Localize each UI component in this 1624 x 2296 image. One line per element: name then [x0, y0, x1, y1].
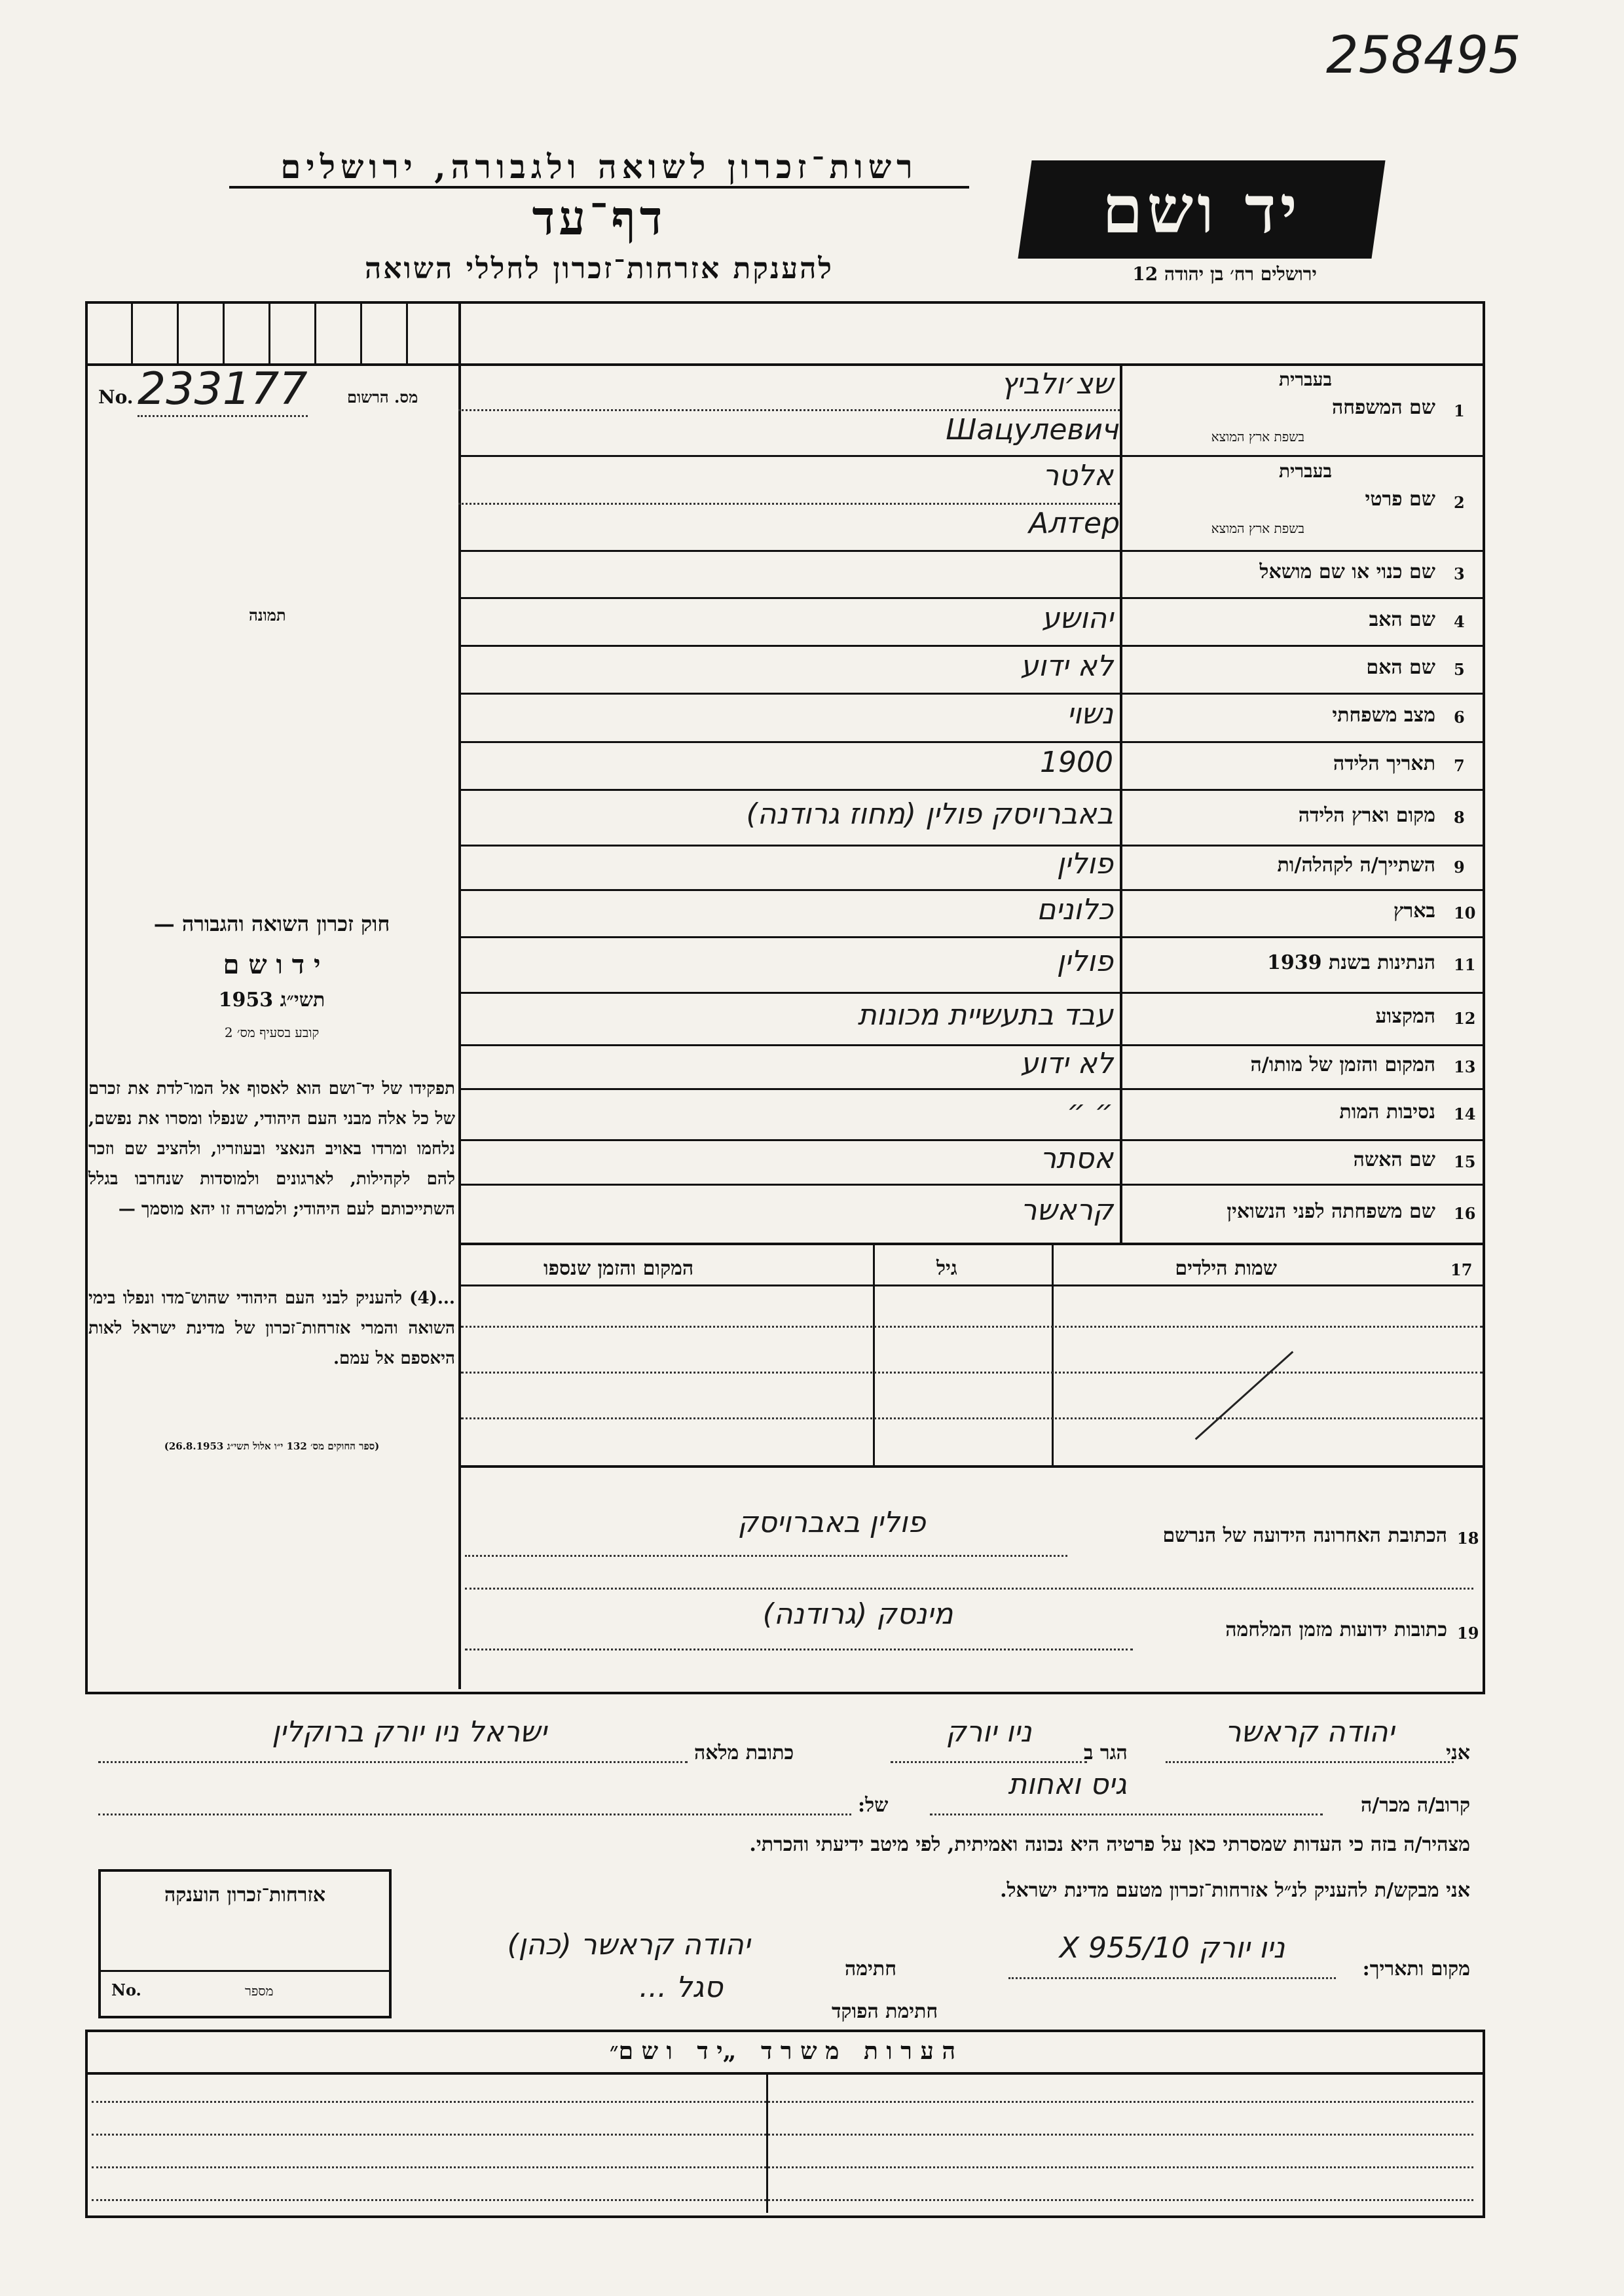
field-number-1: 1: [1454, 401, 1465, 420]
declaration-of: של:: [858, 1794, 889, 1817]
field-number-17: 17: [1450, 1260, 1473, 1279]
remarks-title: ה ע ר ו ת מ ש ר ד „י ד ו ש ם״: [609, 2037, 956, 2065]
field-row-6: [458, 693, 1483, 741]
certificate-title: אזרחות־זכרון הוענקה: [164, 1884, 326, 1906]
field-value-7: 1900: [1040, 745, 1113, 779]
field-label-1: שם המשפחה: [1331, 396, 1435, 419]
field-row-4: [458, 597, 1483, 645]
field-number-2: 2: [1454, 493, 1465, 512]
field-label-13: המקום והזמן של מותו/ה: [1250, 1053, 1435, 1076]
field-number-13: 13: [1454, 1057, 1476, 1076]
signature-label: חתימה: [845, 1958, 896, 1980]
law-name: י ד ו ש ם: [223, 949, 321, 980]
official-signature-label: חתימת הפוקד: [832, 2000, 938, 2023]
children-names-header: שמות הילדים: [1175, 1257, 1277, 1280]
field-label-11: הנתינות בשנת 1939: [1266, 951, 1435, 974]
field-value-8: באברויסק פולין (מחוז גרודנה): [746, 797, 1113, 831]
field-value-14: ״ ״: [1067, 1094, 1113, 1127]
org-name: רשות־זכרון לשואה ולגבורה, ירושלים: [229, 147, 969, 189]
field-label-7: תאריך הלידה: [1333, 752, 1435, 775]
field-row-14: [458, 1088, 1483, 1139]
field-value-13: לא ידוע: [1020, 1046, 1113, 1080]
declarant-relation: גיס ואחות: [1008, 1768, 1127, 1801]
field-value-origin-1: Шацулевич: [946, 413, 1120, 446]
form-subtitle: להענקת אזרחות־זכרון לחללי השואה: [364, 252, 834, 285]
field-label-3: שם כנוי או שם מושאל: [1259, 560, 1435, 583]
declaration-i-am: אני: [1446, 1741, 1470, 1764]
logo-text: יד ושם: [1102, 171, 1301, 248]
field-number-11: 11: [1454, 955, 1476, 974]
field-number-15: 15: [1454, 1152, 1476, 1171]
field-sublabel-top-1: בעברית: [1278, 369, 1332, 390]
children-age-header: גיל: [936, 1257, 957, 1280]
law-title: חוק זכרון השואה והגבורה —: [153, 911, 390, 936]
children-place-header: המקום והזמן שנספו: [544, 1257, 694, 1280]
law-clause: קובע בסעיף מס׳ 2: [224, 1025, 320, 1040]
field-row-3: [458, 550, 1483, 597]
field-row-16: [458, 1184, 1483, 1243]
field-value-9: פולין: [1056, 847, 1113, 881]
signature-value: יהודה קראשר (כהן): [507, 1928, 750, 1961]
declaration-statement: מצהיר/ה בזה כי העדות שמסרתי כאן על פרטיה היא נכונה ואמיתית, לפי מיטב ידיעתי והכרתי.: [749, 1833, 1470, 1856]
field-number-4: 4: [1454, 611, 1465, 631]
certificate-box: [98, 1869, 392, 2018]
registration-label-he: מס. הרשום: [347, 388, 418, 407]
field-label-2: שם פרטי: [1365, 488, 1435, 511]
corner-number: 258495: [1326, 26, 1521, 85]
place-date-label: מקום ותאריך:: [1362, 1958, 1470, 1980]
field-sublabel-top-2: בעברית: [1278, 460, 1332, 482]
field-row-12: [458, 992, 1483, 1044]
field-sublabel-bottom-1: בשפת ארץ המוצא: [1211, 429, 1304, 445]
field-label-16: שם משפחתה לפני הנשואין: [1227, 1200, 1435, 1223]
declarant-city: ניו יורק: [946, 1715, 1032, 1749]
field-value-12: עבד בתעשיית מכונות: [857, 998, 1113, 1032]
law-note: (ספר החוקים מס׳ 132 י״ו אלול תשי״ג 26.8.1953): [164, 1440, 380, 1452]
field-row-10: [458, 889, 1483, 936]
field-number-18: 18: [1457, 1529, 1479, 1548]
field-number-12: 12: [1454, 1009, 1476, 1028]
law-year: תשי״ג 1953: [218, 989, 325, 1011]
field-row-15: [458, 1139, 1483, 1184]
field-label-4: שם האב: [1369, 608, 1435, 631]
wartime-address-value: מינסק (גרודנה): [762, 1597, 953, 1631]
declarant-address: ישראל ניו יורק ברוקלין: [272, 1715, 547, 1749]
field-number-19: 19: [1457, 1624, 1479, 1643]
field-value-6: נשוי: [1067, 697, 1113, 731]
field-number-5: 5: [1454, 659, 1465, 679]
field-value-4: יהושע: [1041, 601, 1113, 635]
declaration-full-address-label: כתובת מלאה: [694, 1741, 794, 1764]
logo-address: ירושלים רח׳ בן יהודה 12: [1132, 263, 1317, 285]
photo-label: תמונה: [249, 606, 286, 625]
field-value-11: פולין: [1056, 944, 1113, 978]
last-address-label: הכתובת האחרונה הידועה של הנרשם: [1162, 1524, 1447, 1547]
field-number-9: 9: [1454, 858, 1465, 877]
field-value-origin-2: Алтер: [1029, 506, 1120, 540]
law-paragraph-1: תפקידו של יד־ושם הוא לאסוף אל המו־לדת את זכרם של כל אלה מבני העם היהודי, שנפלו ומסרו את נפשם, נלחמו ומרדו באויב הנאצי ובעוזריו, ולהציב שם וזכר להם לקהילות, לארגונים ולמוסדות שנחרבו בגלל השתייכותם לעם היהודי; ולמטרה זו יהא מוסמך —: [88, 1079, 455, 1219]
field-row-7: [458, 741, 1483, 789]
registration-label-en: No.: [98, 386, 134, 408]
field-row-13: [458, 1044, 1483, 1088]
form-title: דף־עד: [532, 190, 667, 246]
field-number-14: 14: [1454, 1104, 1476, 1123]
declarant-name: יהודה קראשר: [1225, 1715, 1395, 1749]
field-label-15: שם האשה: [1353, 1148, 1435, 1171]
declaration-relative-label: קרוב/ה מכר/ה: [1361, 1794, 1470, 1817]
field-number-3: 3: [1454, 564, 1465, 583]
remarks-lines: [92, 2075, 1473, 2212]
field-number-16: 16: [1454, 1204, 1476, 1223]
field-number-8: 8: [1454, 807, 1465, 827]
field-number-7: 7: [1454, 756, 1465, 775]
field-row-8: [458, 789, 1483, 845]
declaration-resides: הגר ב: [1084, 1741, 1128, 1764]
place-date-value: ניו יורק 10/X 955: [1059, 1931, 1285, 1965]
field-row-9: [458, 845, 1483, 889]
field-row-11: [458, 936, 1483, 992]
field-row-1: [458, 363, 1483, 455]
field-value-1: שצ׳ולביץ: [1001, 367, 1113, 401]
field-sublabel-bottom-2: בשפת ארץ המוצא: [1211, 520, 1304, 536]
field-label-12: המקצוע: [1375, 1005, 1435, 1028]
field-label-14: נסיבות המות: [1339, 1101, 1435, 1123]
wartime-address-label: כתובות ידועות מזמן המלחמה: [1225, 1618, 1447, 1641]
field-row-2: [458, 455, 1483, 550]
certificate-number-label: מספר: [245, 1983, 274, 1999]
field-row-5: [458, 645, 1483, 693]
field-number-10: 10: [1454, 903, 1476, 922]
field-label-8: מקום וארץ הלידה: [1298, 803, 1435, 827]
official-signature-value: סגל ...: [639, 1971, 723, 2004]
children-rows-dots: [461, 1286, 1483, 1463]
field-label-5: שם האם: [1366, 655, 1435, 679]
certificate-no-label: No.: [111, 1980, 141, 1999]
last-address-value: פולין באברויסק: [737, 1506, 926, 1539]
field-number-6: 6: [1454, 708, 1465, 727]
law-paragraph-2: ...(4) להעניק לבני העם היהודי שהוש־מדו ונפלו בימי השואה והמרי אזרחות־זכרון של מדינת ישראל לאות היאספם אל עמם.: [88, 1288, 455, 1368]
field-value-10: כלונים: [1037, 893, 1113, 926]
field-value-16: קראשר: [1020, 1194, 1113, 1227]
registration-number: 233177: [138, 363, 308, 417]
field-value-2: אלטר: [1043, 459, 1113, 492]
declaration-request: אני מבקש/ת להעניק לנ״ל אזרחות־זכרון מטעם מדינת ישראל.: [1000, 1879, 1470, 1902]
field-value-5: לא ידוע: [1020, 649, 1113, 683]
field-label-9: השתייך/ה לקהלה/ות: [1277, 854, 1435, 877]
field-value-15: אסתר: [1040, 1142, 1113, 1175]
code-cells: [85, 301, 458, 363]
field-label-6: מצב משפחתי: [1332, 704, 1435, 727]
field-label-10: בארץ: [1393, 900, 1435, 922]
yad-vashem-logo: [1018, 160, 1385, 259]
